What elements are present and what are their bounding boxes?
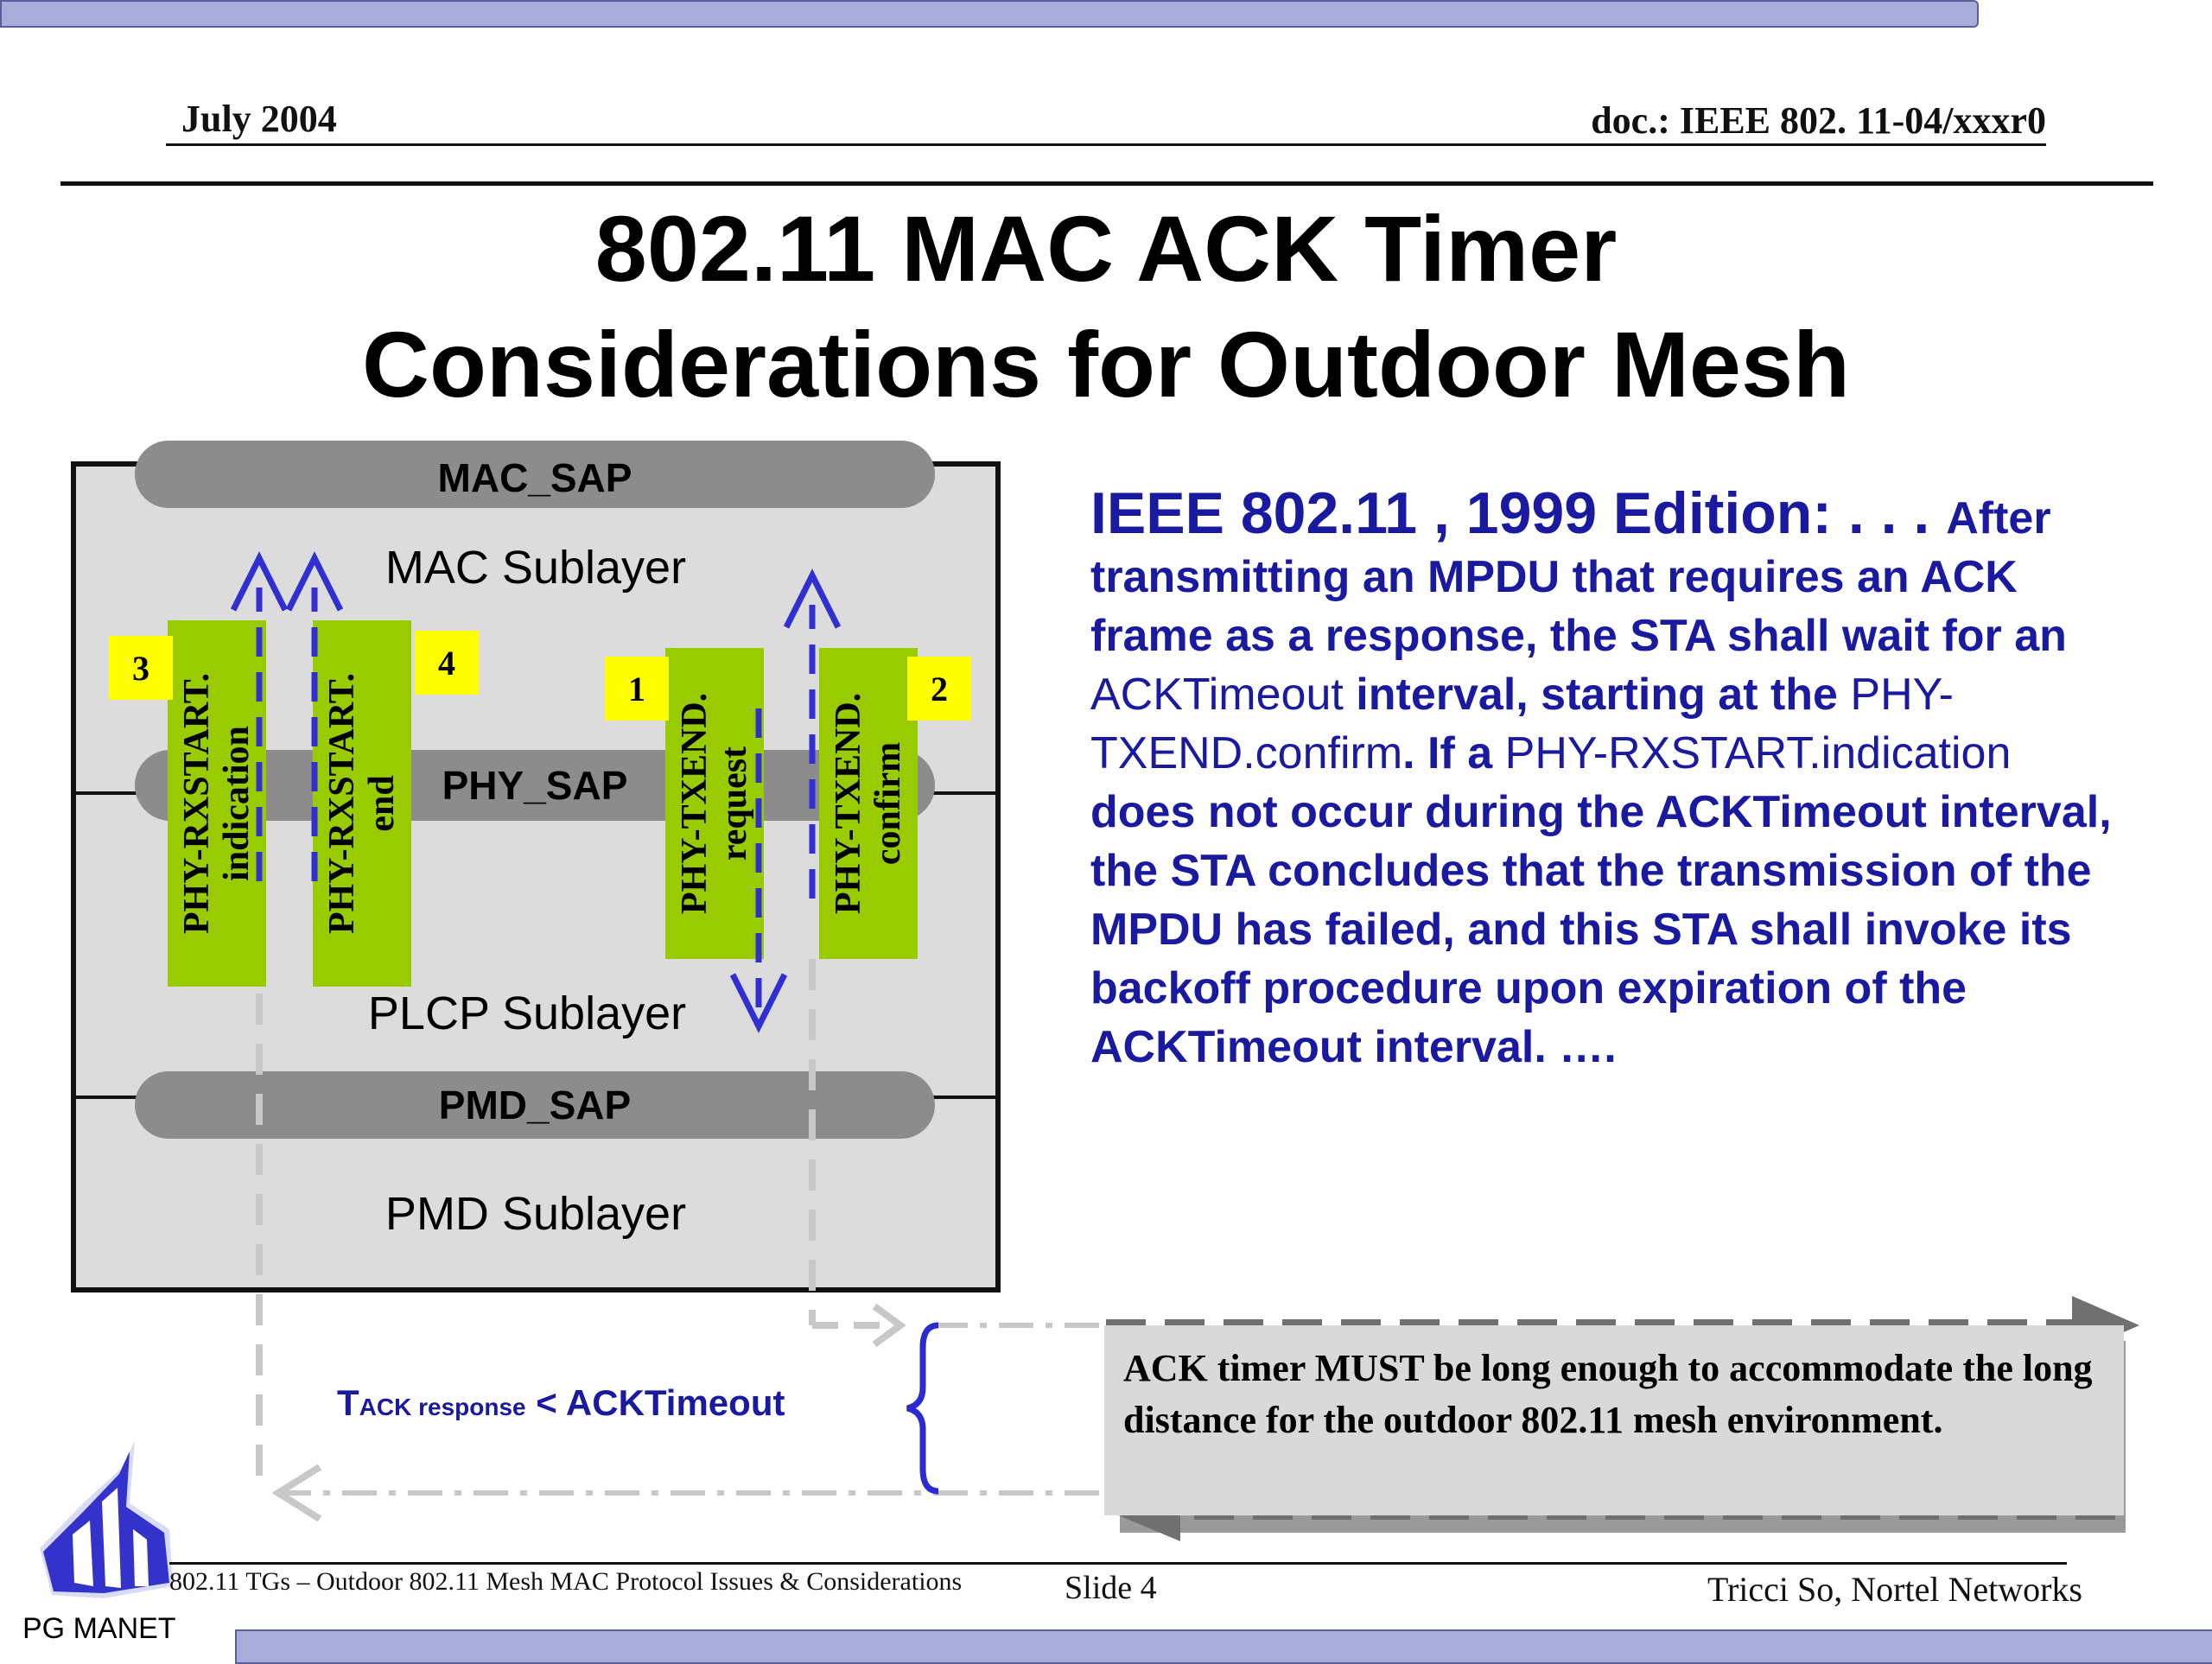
footer-rule (169, 1562, 2067, 1565)
primitive-rxstart-indication: PHY-RXSTART. indication (168, 620, 266, 987)
standard-quote: IEEE 802.11 , 1999 Edition: . . . After transmitting an MPDU that requires an ACK frame as a response, the STA shall wait for an ACKTimeout interval, starting at the PHY-TXEND.confirm. If a PHY-RXSTART.indication does not occur during the ACKTimeout interval, the STA concludes that the transmission of the MPDU has failed, and this STA shall invoke its backoff procedure upon expiration of the ACKTimeout interval. …. (1090, 480, 2112, 1072)
logo-caption: PG MANET (22, 1612, 176, 1645)
step-number-tag: 1 (605, 657, 669, 721)
phy-sap-label: PHY_SAP (135, 750, 935, 821)
tack-inequality: TACK response < ACKTimeout (337, 1382, 785, 1423)
footer-presentation-title: 802.11 TGs – Outdoor 802.11 Mesh MAC Protocol Issues & Considerations (169, 1567, 963, 1596)
step-number-tag: 4 (415, 631, 479, 695)
step-number-tag: 3 (109, 636, 173, 700)
primitive-txend-confirm: PHY-TXEND. confirm (819, 648, 918, 959)
timing-brace (907, 1325, 938, 1491)
bottom-decor-bar (235, 1629, 2212, 1664)
pmd-sublayer-label: PMD Sublayer (385, 1188, 687, 1240)
footer-author: Tricci So, Nortel Networks (1707, 1570, 2082, 1609)
pg-manet-logo-icon (40, 1441, 173, 1598)
mac-sap-label: MAC_SAP (135, 441, 935, 508)
primitive-rxstart-end: PHY-RXSTART. end (313, 620, 411, 987)
plcp-sublayer-label: PLCP Sublayer (367, 988, 687, 1039)
mac-sublayer-label: MAC Sublayer (385, 542, 687, 594)
primitive-txend-request: PHY-TXEND. request (665, 648, 764, 959)
slide-title-line1: 802.11 MAC ACK Timer (594, 196, 1618, 301)
ack-timer-note: ACK timer MUST be long enough to accommodate the long distance for the outdoor 802.11 mesh environment. (1104, 1325, 2124, 1515)
header-doc-id: doc.: IEEE 802. 11-04/xxxr0 (1591, 99, 2046, 142)
step-number-tag: 2 (907, 657, 971, 721)
slide-title-line2: Considerations for Outdoor Mesh (361, 312, 1851, 416)
pmd-sap-label: PMD_SAP (135, 1071, 935, 1139)
header-date: July 2004 (181, 98, 337, 140)
footer-slide-number: Slide 4 (1065, 1570, 1157, 1606)
